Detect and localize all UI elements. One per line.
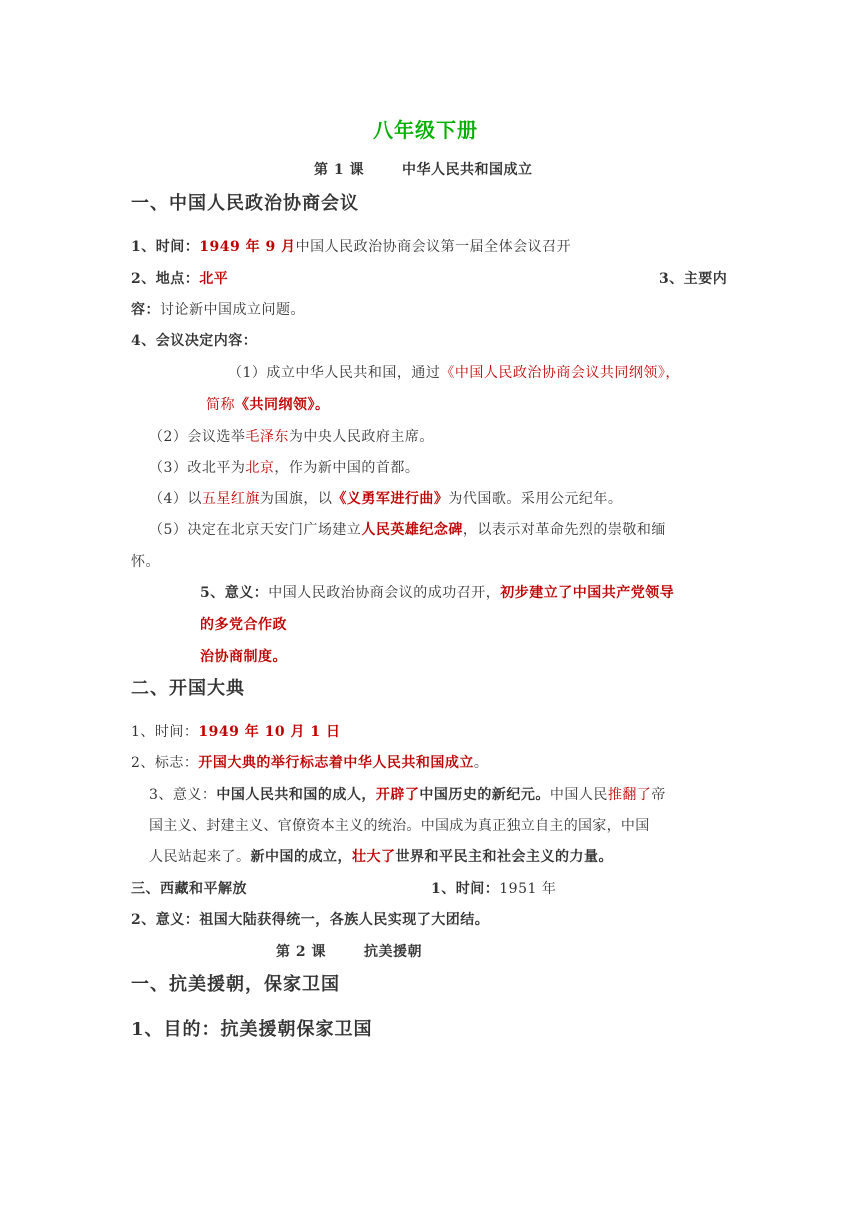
page-title: 八年级下册 bbox=[373, 118, 478, 142]
sec2-sig-c: 中国历史的新纪元。 bbox=[419, 787, 550, 803]
sec1-sig-label: 5、意义： bbox=[200, 585, 269, 601]
sec2-sig-line3 bbox=[149, 847, 613, 867]
sec2-sig-i: 新中国的成立， bbox=[250, 849, 352, 865]
sec2-mark-label: 2、标志： bbox=[131, 755, 199, 771]
sec1-decision-1 bbox=[228, 363, 680, 383]
sec1-time-rest: 中国人民政治协商会议第一届全体会议召开 bbox=[295, 239, 572, 255]
sec1-content-label-b: 容： bbox=[131, 302, 160, 318]
d2-text-b: 毛泽东 bbox=[245, 429, 289, 445]
sec2-sig-h: 人民站起来了。 bbox=[149, 849, 251, 865]
sec2-mark-b: 。 bbox=[473, 755, 489, 771]
lesson-2-heading bbox=[276, 942, 422, 962]
sec2-sig-k: 世界和平民主和社会主义的力量。 bbox=[395, 849, 613, 865]
sec1-time-label: 1、时间： bbox=[131, 239, 200, 255]
sec2-sig-f: 帝 bbox=[651, 787, 666, 803]
d3-text-a: （3）改北平为 bbox=[149, 460, 246, 476]
d4-text-d: 《义勇军进行曲》 bbox=[332, 491, 449, 507]
d1-text-a: （1）成立中华人民共和国，通过 bbox=[228, 365, 441, 381]
sec1-place-label: 2、地点： bbox=[131, 271, 200, 287]
section-1-heading: 一、中国人民政治协商会议 bbox=[131, 193, 359, 214]
d1-text-b: 《中国人民政治协商会议共同纲领》， bbox=[440, 365, 680, 381]
sec1-time-value: 1949 年 9 月 bbox=[199, 239, 296, 255]
d2-text-a: （2）会议选举 bbox=[149, 429, 246, 445]
sec1-content-rest: 讨论新中国成立问题。 bbox=[160, 302, 305, 318]
sec2-sig-g: 国主义、封建主义、官僚资本主义的统治。中国成为真正独立自主的国家，中国 bbox=[149, 818, 650, 834]
sec1-time bbox=[131, 237, 571, 257]
sec1-decision-3 bbox=[149, 458, 419, 478]
sec3-time-value: 1951 年 bbox=[499, 881, 557, 897]
section-3-heading: 三、西藏和平解放 bbox=[131, 881, 247, 897]
sec3-time-label: 1、时间： bbox=[431, 881, 500, 897]
lesson-2-number: 第 2 课 bbox=[276, 944, 326, 960]
sec1-sig-b: 初步建立了中国共产党领导 bbox=[500, 585, 675, 601]
sec2-time-value: 1949 年 10 月 1 日 bbox=[198, 724, 341, 740]
sec1-sig-d: 治协商制度。 bbox=[200, 649, 287, 665]
sec2-sig-d: 中国人民 bbox=[549, 787, 608, 803]
d4-text-b: 五星红旗 bbox=[201, 491, 260, 507]
sec1-decision-2 bbox=[149, 427, 434, 447]
sec1-decision-label: 4、会议决定内容： bbox=[131, 333, 258, 349]
sec2-sig-b: 开辟了 bbox=[375, 787, 420, 803]
sec1-content-label-a: 3、主要内 bbox=[659, 271, 728, 287]
sec2-significance bbox=[149, 785, 666, 805]
d4-text-c: 为国旗，以 bbox=[259, 491, 333, 507]
sec3-significance: 2、意义：祖国大陆获得统一，各族人民实现了大团结。 bbox=[131, 912, 490, 928]
d3-text-b: 北京 bbox=[245, 460, 275, 476]
sec2-sig-label: 3、意义： bbox=[149, 787, 217, 803]
sec1-decision-5-cont: 怀。 bbox=[131, 554, 160, 570]
sec2-time bbox=[131, 722, 340, 742]
sec2-sig-j: 壮大了 bbox=[352, 849, 396, 865]
sec4-purpose: 1、目的：抗美援朝保家卫国 bbox=[131, 1019, 373, 1040]
sec3-time bbox=[431, 879, 556, 899]
sec1-significance bbox=[200, 583, 674, 603]
lesson-1-heading bbox=[314, 160, 533, 180]
sec1-place-value: 北平 bbox=[199, 271, 229, 287]
d2-text-c: 为中央人民政府主席。 bbox=[288, 429, 434, 445]
d4-text-a: （4）以 bbox=[149, 491, 202, 507]
sec2-sig-e: 推翻了 bbox=[607, 787, 652, 803]
sec1-decision-1-cont bbox=[206, 395, 330, 415]
d4-text-e: 为代国歌。采用公元纪年。 bbox=[448, 491, 623, 507]
d1-text-d: 《共同纲领》。 bbox=[235, 397, 330, 413]
lesson-1-number: 第 1 课 bbox=[314, 162, 364, 178]
sec1-decision-4 bbox=[149, 489, 622, 509]
d5-text-c: ，以表示对革命先烈的崇敬和缅 bbox=[462, 522, 666, 538]
sec1-decision-5 bbox=[149, 520, 666, 540]
sec2-mark-a: 开国大典的举行标志着中华人民共和国成立 bbox=[198, 755, 474, 771]
d5-text-b: 人民英雄纪念碑 bbox=[361, 522, 463, 538]
section-4-heading: 一、抗美援朝，保家卫国 bbox=[131, 974, 340, 995]
sec1-place bbox=[131, 269, 228, 289]
sec2-time-label: 1、时间： bbox=[131, 724, 199, 740]
sec2-sig-a: 中国人民共和国的成人， bbox=[216, 787, 376, 803]
sec1-sig-c: 的多党合作政 bbox=[200, 617, 287, 633]
sec1-content bbox=[131, 300, 305, 320]
sec2-mark bbox=[131, 753, 488, 773]
sec1-sig-a: 中国人民政治协商会议的成功召开， bbox=[268, 585, 501, 601]
lesson-2-name: 抗美援朝 bbox=[364, 944, 422, 960]
d1-text-c: 简称 bbox=[206, 397, 235, 413]
d3-text-c: ，作为新中国的首都。 bbox=[274, 460, 420, 476]
lesson-1-name: 中华人民共和国成立 bbox=[402, 162, 533, 178]
section-2-heading: 二、开国大典 bbox=[131, 678, 245, 699]
d5-text-a: （5）决定在北京天安门广场建立 bbox=[149, 522, 362, 538]
